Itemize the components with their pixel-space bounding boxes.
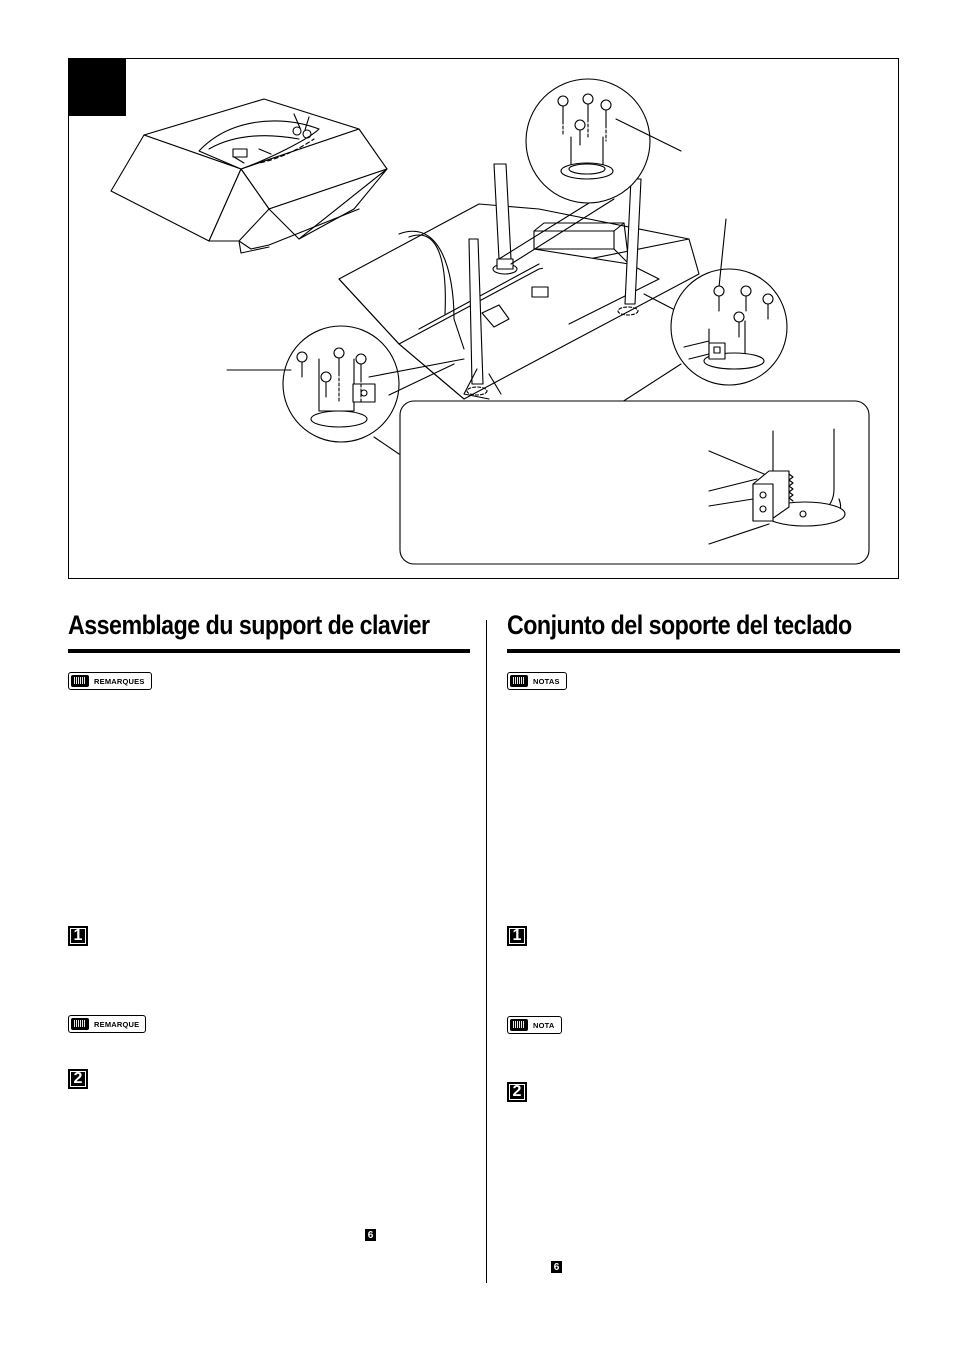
spanish-notes-label: NOTAS: [533, 676, 560, 686]
spanish-step-1: [507, 926, 527, 946]
spanish-figure-ref: 6: [551, 1261, 562, 1273]
spanish-notes-badge: [507, 672, 567, 690]
french-title: Assemblage du support de clavier: [68, 610, 430, 640]
detail-box: [400, 401, 869, 564]
spanish-step-1-number: 1: [509, 928, 525, 944]
assembly-figure: [68, 58, 899, 579]
spanish-step-2-number: 2: [509, 1084, 525, 1100]
french-step-2: [68, 1069, 88, 1089]
spanish-step-2: [507, 1082, 527, 1102]
spanish-note-label: NOTA: [533, 1020, 555, 1030]
spanish-title-rule: [507, 649, 900, 653]
french-step-1-number: 1: [70, 928, 86, 944]
french-step-1: [68, 926, 88, 946]
column-divider: [486, 620, 487, 1283]
note-icon: [71, 675, 89, 687]
french-figure-ref: 6: [365, 1229, 376, 1241]
french-notes-label: REMARQUES: [94, 676, 145, 686]
open-box-drawing: [111, 99, 387, 253]
note-icon: [71, 1018, 89, 1030]
spanish-title: Conjunto del soporte del teclado: [507, 610, 852, 640]
note-icon: [510, 1019, 528, 1031]
french-notes-badge: [68, 672, 152, 690]
french-step-2-number: 2: [70, 1071, 86, 1087]
french-title-rule: [68, 649, 470, 653]
spanish-note-badge: [507, 1016, 562, 1034]
french-note-badge: [68, 1015, 146, 1033]
french-note-label: REMARQUE: [94, 1019, 140, 1029]
note-icon: [510, 675, 528, 687]
assembly-illustration: [69, 59, 900, 580]
